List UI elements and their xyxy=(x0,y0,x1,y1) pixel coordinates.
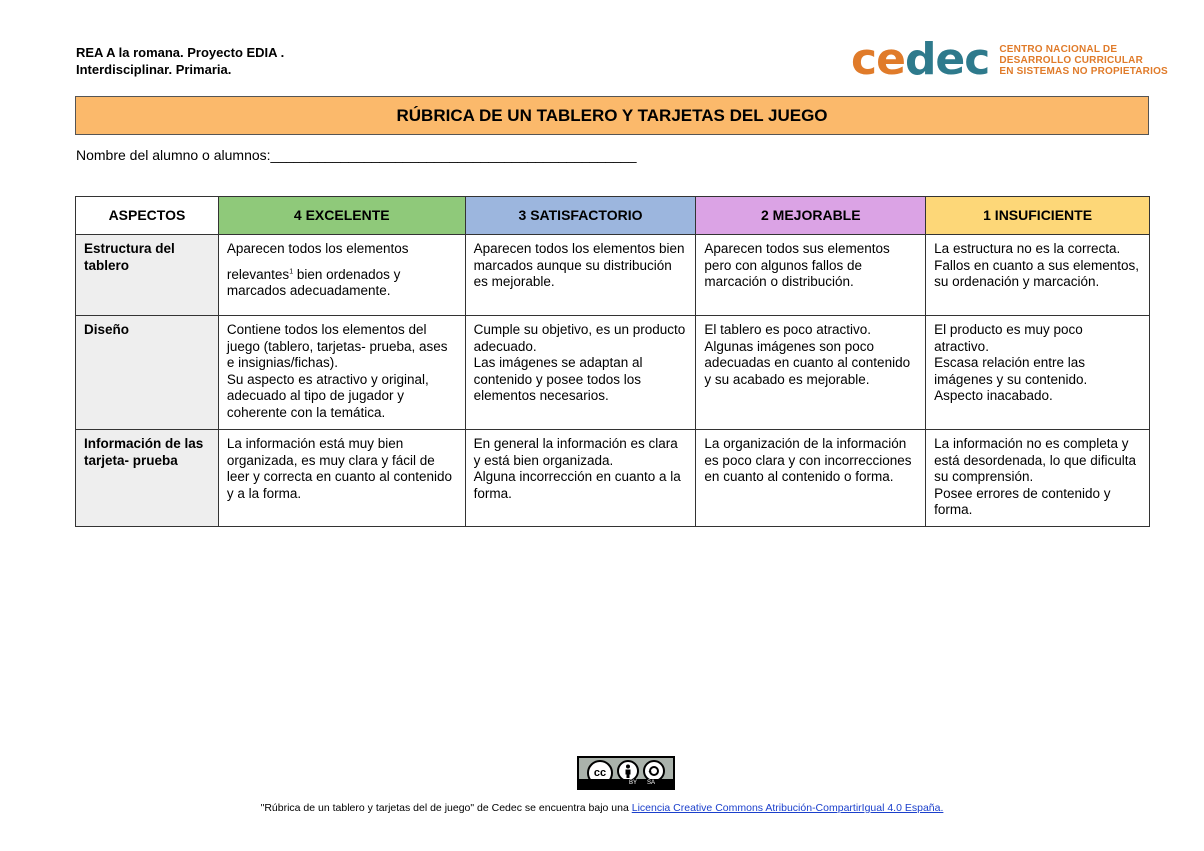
aspect-cell: Información de las tarjeta- prueba xyxy=(76,430,219,527)
footnote-marker: 1 xyxy=(289,268,294,275)
by-label: BY xyxy=(628,780,637,786)
cell-text: Aspecto inacabado. xyxy=(934,388,1053,403)
cell-text: Las imágenes se adaptan al contenido y posee todos los elementos necesarios. xyxy=(473,355,643,403)
header-line-1: REA A la romana. Proyecto EDIA . xyxy=(76,45,285,60)
license-footer xyxy=(0,802,1204,814)
rubric-cell: La información está muy bien organizada, es muy clara y fácil de leer y correcta en cuanto al contenido y a la forma. xyxy=(218,430,465,527)
student-name-line xyxy=(76,147,637,163)
document-header xyxy=(76,44,284,78)
rubric-cell xyxy=(465,316,696,430)
aspect-cell: Diseño xyxy=(76,316,219,430)
table-row xyxy=(76,316,1150,430)
cc-icon: cc xyxy=(587,760,613,786)
header-level-1: 1 INSUFICIENTE xyxy=(926,197,1150,235)
header-level-2: 2 MEJORABLE xyxy=(696,197,926,235)
rubric-cell xyxy=(926,430,1150,527)
rubric-cell: Aparecen todos sus elementos pero con algunos fallos de marcación o distribución. xyxy=(696,235,926,316)
rubric-cell: La organización de la información es poco clara y con incorrecciones en cuanto al contenido o forma. xyxy=(696,430,926,527)
cedec-logo-word xyxy=(851,36,989,84)
logo-sub-line-2: DESARROLLO CURRICULAR xyxy=(999,54,1143,66)
page-title: RÚBRICA DE UN TABLERO Y TARJETAS DEL JUEGO xyxy=(75,96,1149,135)
rubric-table xyxy=(75,196,1150,527)
cell-text: bien ordenados y marcados adecuadamente. xyxy=(226,266,401,298)
cell-text: La información no es completa y está desordenada, lo que dificulta su comprensión. xyxy=(934,436,1137,484)
creative-commons-badge xyxy=(577,756,675,790)
rubric-cell: La estructura no es la correcta. Fallos en cuanto a sus elementos, su ordenación y marcación. xyxy=(926,235,1150,316)
aspect-cell: Estructura del tablero xyxy=(76,235,219,316)
license-text: "Rúbrica de un tablero y tarjetas del de juego" de Cedec se encuentra bajo una xyxy=(260,802,632,814)
logo-word-part-2: dec xyxy=(904,34,990,85)
logo-word-part-1: ce xyxy=(851,34,905,85)
student-name-label: Nombre del alumno o alumnos: xyxy=(76,147,271,163)
header-line-2: Interdisciplinar. Primaria. xyxy=(76,62,232,77)
header-aspects: ASPECTOS xyxy=(76,197,219,235)
rubric-cell xyxy=(696,316,926,430)
cedec-logo xyxy=(851,36,1168,84)
rubric-cell xyxy=(218,316,465,430)
logo-sub-line-3: EN SISTEMAS NO PROPIETARIOS xyxy=(999,65,1168,77)
table-row xyxy=(76,430,1150,527)
table-row xyxy=(76,235,1150,316)
logo-sub-line-1: CENTRO NACIONAL DE xyxy=(999,43,1118,55)
rubric-header-row xyxy=(76,197,1150,235)
cell-text: Su aspecto es atractivo y original, adecuado al tipo de jugador y coherente con la temática. xyxy=(226,371,429,420)
cell-text: Contiene todos los elementos del juego (tablero, tarjetas- prueba, ases e insignias/fichas). xyxy=(226,322,448,370)
cell-text: Alguna incorrección en cuanto a la forma. xyxy=(473,469,681,501)
header-level-4: 4 EXCELENTE xyxy=(218,197,465,235)
student-name-blank: _______________________________________________ xyxy=(270,147,637,163)
cell-text: En general la información es clara y está bien organizada. xyxy=(473,436,678,468)
cell-text: Algunas imágenes son poco adecuadas en cuanto al contenido y su acabado es mejorable. xyxy=(704,338,911,387)
header-level-3: 3 SATISFACTORIO xyxy=(465,197,696,235)
cell-text: Cumple su objetivo, es un producto adecuado. xyxy=(473,322,686,354)
cell-text: El tablero es poco atractivo. xyxy=(704,322,872,337)
rubric-cell: Aparecen todos los elementos bien marcados aunque su distribución es mejorable. xyxy=(465,235,696,316)
rubric-cell xyxy=(926,316,1150,430)
cell-text: relevantes xyxy=(226,266,290,282)
cc-badge-labels xyxy=(579,779,673,788)
cell-text: El producto es muy poco atractivo. xyxy=(934,322,1083,354)
sa-label: SA xyxy=(646,780,655,786)
cell-text: Posee errores de contenido y forma. xyxy=(934,485,1111,517)
license-link[interactable]: Licencia Creative Commons Atribución-CompartirIgual 4.0 España. xyxy=(631,802,944,814)
rubric-cell xyxy=(218,235,465,316)
cell-text: Escasa relación entre las imágenes y su contenido. xyxy=(934,355,1088,387)
cedec-logo-subtitle xyxy=(999,44,1168,77)
rubric-cell xyxy=(465,430,696,527)
cell-text: Aparecen todos los elementos xyxy=(226,241,409,256)
